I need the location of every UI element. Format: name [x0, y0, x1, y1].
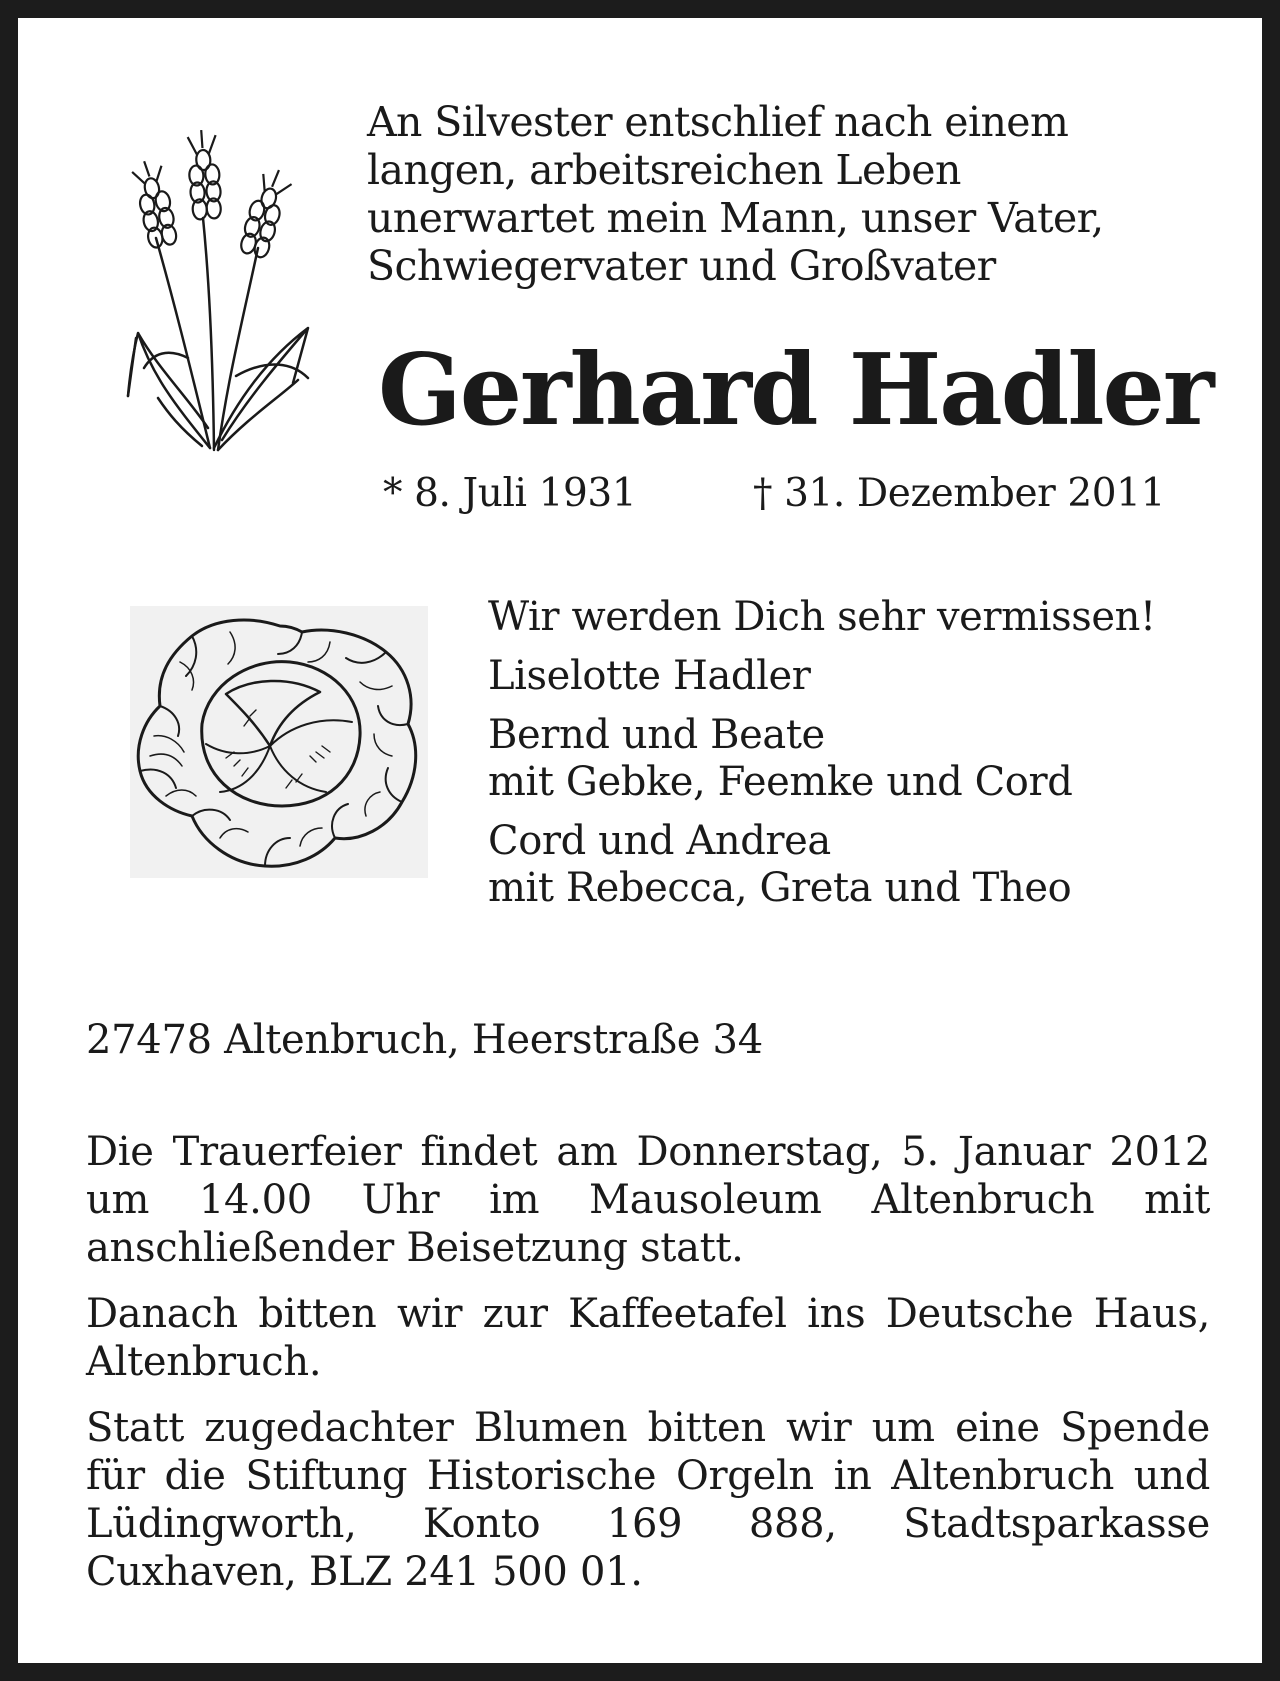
mourner-family-children: mit Gebke, Feemke und Cord: [488, 759, 1073, 805]
mourner-family-children: mit Rebecca, Greta und Theo: [488, 865, 1072, 911]
closing-line: Wir werden Dich sehr vermissen!: [488, 594, 1156, 640]
intro-line: unerwartet mein Mann, unser Vater,: [367, 194, 1104, 242]
intro-line: An Silvester entschlief nach einem: [367, 98, 1069, 146]
funeral-info-paragraph: Die Trauerfeier findet am Donnerstag, 5. Januar 2012 um 14.00 Uhr im Mausoleum Altenbruch mit anschließender Beisetzung statt.: [86, 1129, 1210, 1271]
mourner-widow: Liselotte Hadler: [488, 653, 811, 699]
mourners-block: [488, 594, 1228, 924]
wheat-ears-icon: [118, 128, 338, 458]
donation-paragraph: Statt zugedachter Blumen bitten wir um eine Spende für die Stiftung Historische Orgeln in Altenbruch und Lüdingworth, Konto 169 888, Stadtsparkasse Cuxhaven, BLZ 241 500 01.: [86, 1405, 1210, 1595]
intro-line: langen, arbeitsreichen Leben: [367, 146, 961, 194]
birth-date: * 8. Juli 1931: [383, 471, 637, 516]
deceased-name: Gerhard Hadler: [378, 333, 1213, 448]
address: 27478 Altenbruch, Heerstraße 34: [86, 1017, 763, 1063]
cabbage-icon: [130, 606, 428, 878]
mourner-family-names: Cord und Andrea: [488, 818, 831, 864]
intro-text: [367, 98, 1187, 290]
intro-line: Schwiegervater und Großvater: [367, 242, 996, 290]
mourner-family-names: Bernd und Beate: [488, 712, 825, 758]
reception-paragraph: Danach bitten wir zur Kaffeetafel ins Deutsche Haus, Altenbruch.: [86, 1291, 1210, 1385]
death-date: † 31. Dezember 2011: [753, 471, 1166, 516]
